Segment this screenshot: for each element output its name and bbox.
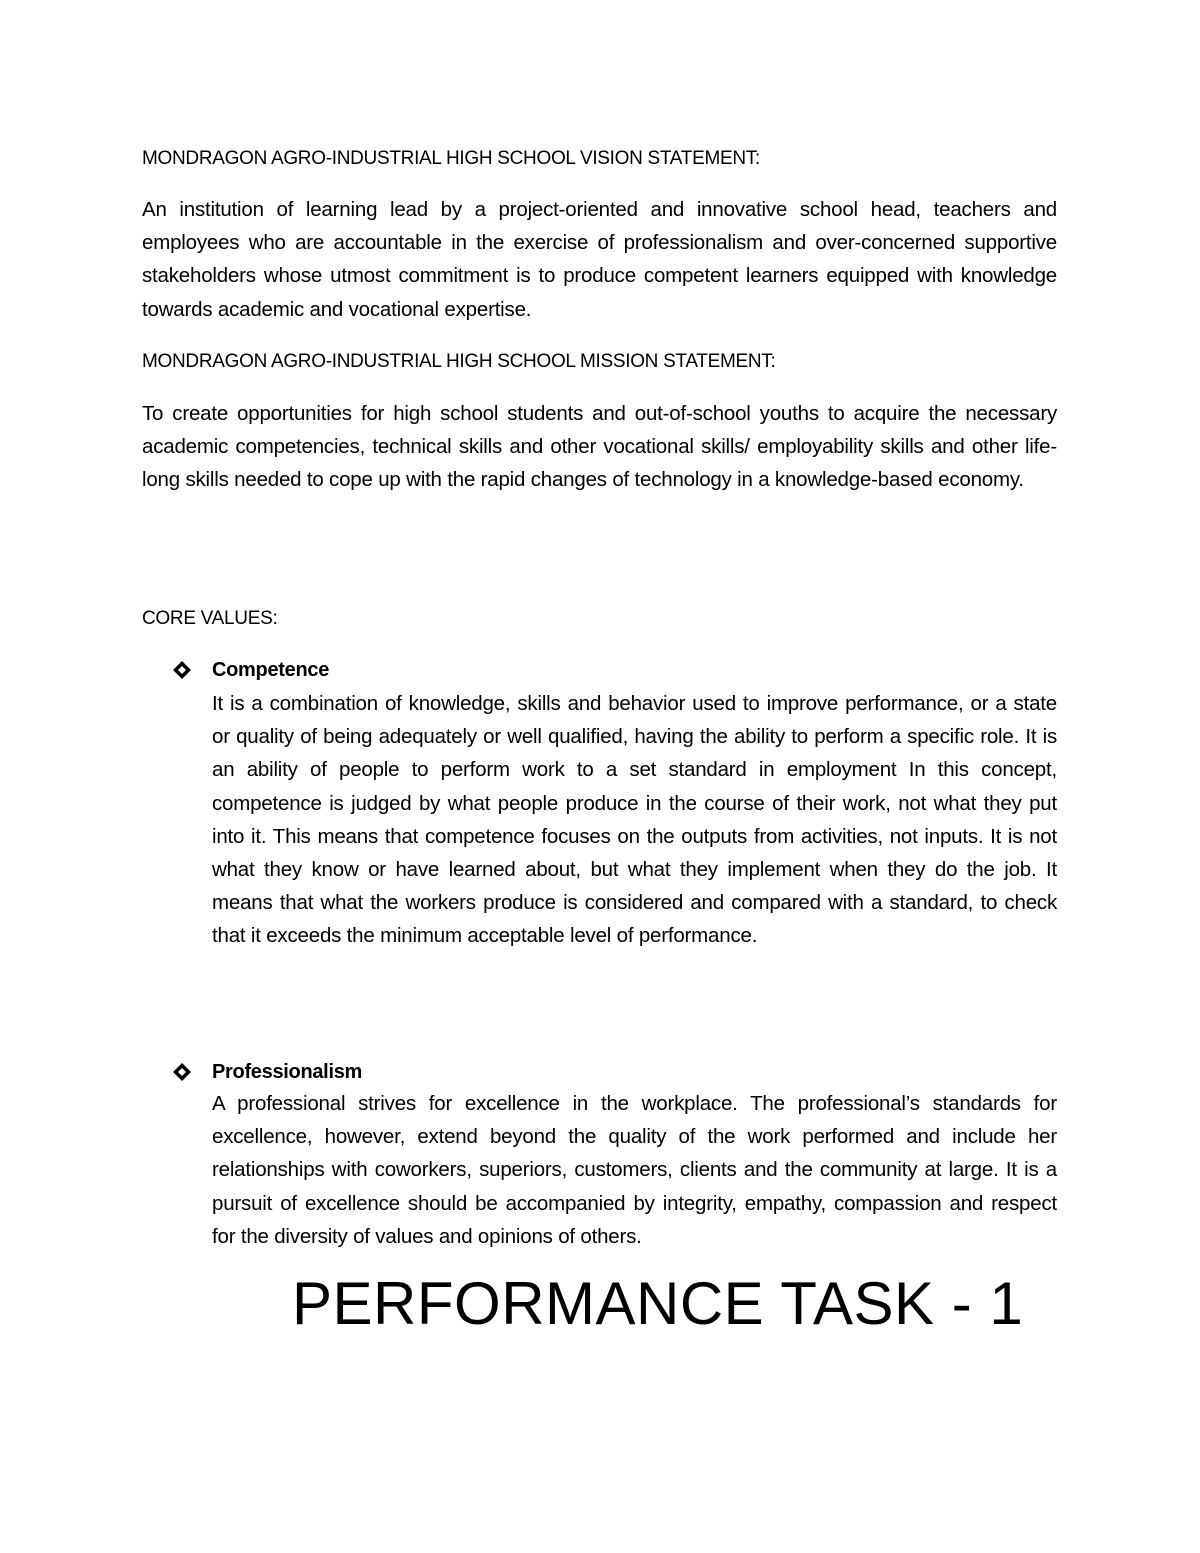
diamond-bullet-icon: [172, 1062, 192, 1082]
performance-task-title: PERFORMANCE TASK - 1: [292, 1270, 1024, 1337]
diamond-bullet-icon: [172, 660, 192, 680]
mission-text: To create opportunities for high school students and out-of-school youths to acquire the necessary academic competencies, technical skills and other vocational skills/ employability skills and other life-long skills needed to cope up with the rapid changes of technology in a knowledge-based economy.: [142, 402, 1057, 492]
core-values-heading: CORE VALUES:: [142, 608, 278, 629]
mission-heading: MONDRAGON AGRO-INDUSTRIAL HIGH SCHOOL MISSION STATEMENT:: [142, 351, 776, 372]
core-value-title: Professionalism: [212, 1061, 363, 1083]
core-value-text: It is a combination of knowledge, skills and behavior used to improve performance, or a state or quality of being adequately or well qualified, having the ability to perform a specific role. It is an ability of people to perform work to a set standard in employment In this concept, competence is judged by what people produce in the course of their work, not what they put into it. This means that competence focuses on the outputs from activities, not inputs. It is not what they know or have learned about, but what they implement when they do the job. It means that what the workers produce is considered and compared with a standard, to check that it exceeds the minimum acceptable level of performance.: [212, 692, 1057, 948]
vision-text: An institution of learning lead by a project-oriented and innovative school head, teachers and employees who are accountable in the exercise of professionalism and over-concerned supportive stakeholders whose utmost commitment is to produce competent learners equipped with knowledge towards academic and vocational expertise.: [142, 198, 1057, 321]
core-value-title: Competence: [212, 659, 330, 681]
vision-heading: MONDRAGON AGRO-INDUSTRIAL HIGH SCHOOL VISION STATEMENT:: [142, 148, 760, 169]
core-value-text: A professional strives for excellence in the workplace. The professional’s standards for excellence, however, extend beyond the quality of the work performed and include her relationships with coworkers, superiors, customers, clients and the community at large. It is a pursuit of excellence should be accompanied by integrity, empathy, compassion and respect for the diversity of values and opinions of others.: [212, 1092, 1057, 1248]
